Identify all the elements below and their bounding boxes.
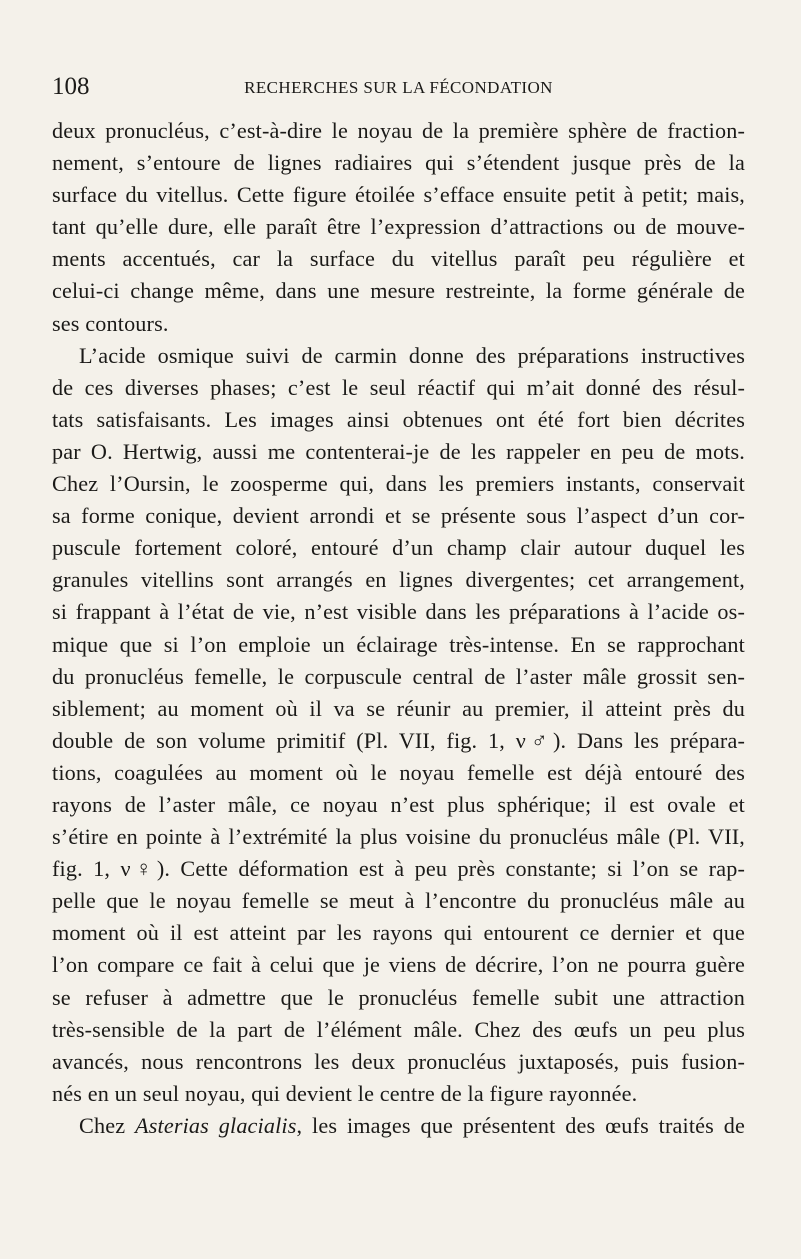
- text-line: nement, s’entoure de lignes radiaires qui s’étendent jusque près de la: [52, 150, 745, 176]
- text-line: sa forme conique, devient arrondi et se présente sous l’aspect d’un cor-: [52, 503, 745, 529]
- text-line: ments accentués, car la surface du vitellus paraît peu régulière et: [52, 246, 745, 272]
- text-line: tats satisfaisants. Les images ainsi obtenues ont été fort bien décrites: [52, 406, 745, 432]
- page-number: 108: [52, 73, 90, 100]
- text-line: s’étire en pointe à l’extrémité la plus voisine du pronucléus mâle (Pl. VII,: [52, 824, 745, 850]
- text-line: L’acide osmique suivi de carmin donne des préparations instructives: [79, 342, 745, 368]
- body-text: [52, 115, 745, 1142]
- text-line: mique que si l’on emploie un éclairage très-intense. En se rapprochant: [52, 631, 745, 657]
- text-line-final: [52, 1110, 745, 1142]
- running-title: RECHERCHES SUR LA FÉCONDATION: [244, 78, 553, 97]
- text-line: de ces diverses phases; c’est le seul réactif qui m’ait donné des résul-: [52, 374, 745, 400]
- text-line: siblement; au moment où il va se réunir au premier, il atteint près du: [52, 695, 745, 721]
- text-line: nés en un seul noyau, qui devient le centre de la figure rayonnée.: [52, 1080, 638, 1106]
- text-line: puscule fortement coloré, entouré d’un champ clair autour duquel les: [52, 535, 745, 561]
- text-line: fig. 1, ν♀). Cette déformation est à peu près constante; si l’on se rap-: [52, 856, 745, 882]
- text-line: du pronucléus femelle, le corpuscule central de l’aster mâle grossit sen-: [52, 663, 745, 689]
- text-line: par O. Hertwig, aussi me contenterai-je de les rappeler en peu de mots.: [52, 438, 745, 464]
- text-line: ses contours.: [52, 310, 169, 336]
- text-line: tant qu’elle dure, elle paraît être l’expression d’attractions ou de mouve-: [52, 214, 745, 240]
- text-line: surface du vitellus. Cette figure étoilée s’efface ensuite petit à petit; mais,: [52, 182, 745, 208]
- text-line: rayons de l’aster mâle, ce noyau n’est plus sphérique; il est ovale et: [52, 791, 745, 817]
- text-line: avancés, nous rencontrons les deux pronucléus juxtaposés, puis fusion-: [52, 1048, 745, 1074]
- text-line: granules vitellins sont arrangés en lignes divergentes; cet arrangement,: [52, 567, 745, 593]
- text-line: pelle que le noyau femelle se meut à l’encontre du pronucléus mâle au: [52, 888, 745, 914]
- text-line: celui-ci change même, dans une mesure restreinte, la forme générale de: [52, 278, 745, 304]
- text-line: l’on compare ce fait à celui que je viens de décrire, l’on ne pourra guère: [52, 952, 745, 978]
- text-line: deux pronucléus, c’est-à-dire le noyau de la première sphère de fraction-: [52, 118, 745, 143]
- species-name: Asterias glacialis: [135, 1112, 297, 1138]
- text-line: tions, coagulées au moment où le noyau femelle est déjà entouré des: [52, 759, 745, 785]
- text-line: très-sensible de la part de l’élément mâle. Chez des œufs un peu plus: [52, 1016, 745, 1042]
- final-line-suffix: , les images que présentent des œufs traités de: [296, 1112, 746, 1138]
- text-line: moment où il est atteint par les rayons qui entourent ce dernier et que: [52, 920, 745, 946]
- text-line: double de son volume primitif (Pl. VII, fig. 1, ν♂). Dans les prépara-: [52, 727, 745, 753]
- final-line-prefix: Chez: [79, 1112, 136, 1138]
- text-line: se refuser à admettre que le pronucléus femelle subit une attraction: [52, 984, 745, 1010]
- text-line: Chez l’Oursin, le zoosperme qui, dans les premiers instants, conservait: [52, 471, 745, 497]
- text-line: si frappant à l’état de vie, n’est visible dans les préparations à l’acide os-: [52, 599, 745, 625]
- running-head: [52, 72, 745, 102]
